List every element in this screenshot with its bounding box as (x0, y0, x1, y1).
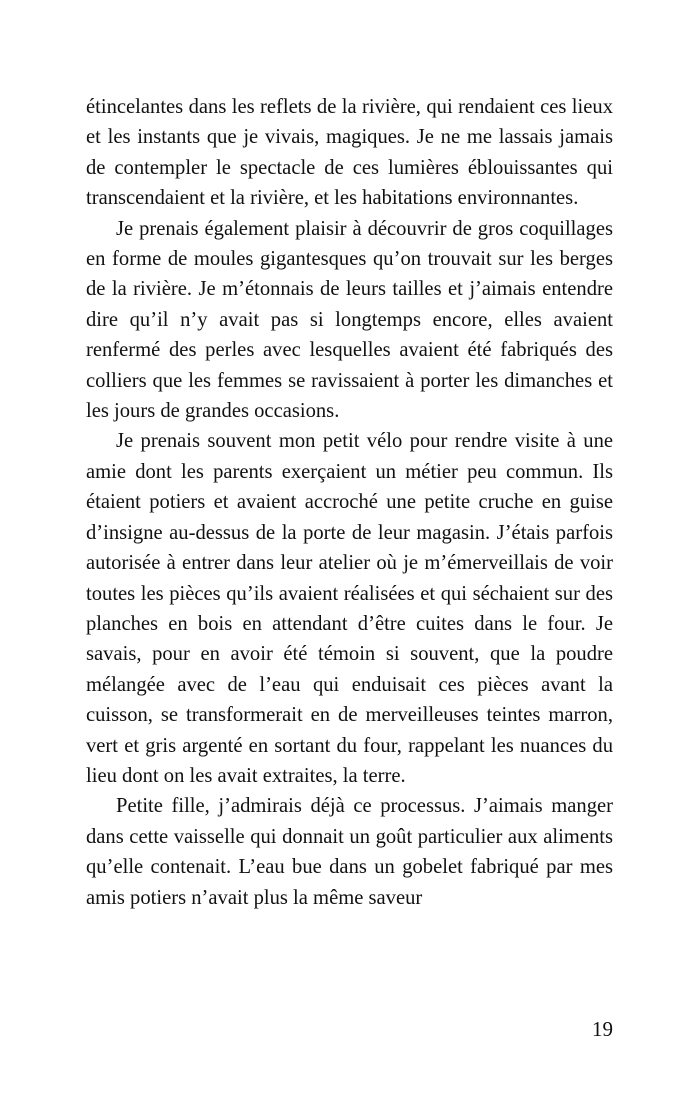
body-text (86, 92, 613, 913)
paragraph-3: Je prenais souvent mon petit vélo pour rendre visite à une amie dont les parents exerçaient un métier peu commun. Ils étaient potiers et avaient accroché une petite cruche en guise d’insigne au-dessus de la porte de leur magasin. J’étais parfois autorisée à entrer dans leur atelier où je m’émerveillais de voir toutes les pièces qu’ils avaient réalisées et qui séchaient sur des planches en bois en attendant d’être cuites dans le four. Je savais, pour en avoir été témoin si souvent, que la poudre mélangée avec de l’eau qui enduisait ces pièces avant la cuisson, se transformerait en de merveilleuses teintes marron, vert et gris argenté en sortant du four, rappelant les nuances du lieu dont on les avait extraites, la terre. (86, 430, 613, 787)
page-number: 19 (592, 1017, 613, 1041)
paragraph-4: Petite fille, j’admirais déjà ce processus. J’aimais manger dans cette vaisselle qui donnait un goût particulier aux aliments qu’elle contenait. L’eau bue dans un gobelet fabriqué par mes amis potiers n’avait plus la même saveur (86, 795, 613, 909)
paragraph-1: étincelantes dans les reflets de la rivière, qui rendaient ces lieux et les instants que je vivais, magiques. Je ne me lassais jamais de contempler le spectacle de ces lumières éblouissantes qui transcendaient et la rivière, et les habitations environnantes. (86, 96, 613, 210)
paragraph-2: Je prenais également plaisir à découvrir de gros coquillages en forme de moules gigantesques qu’on trouvait sur les berges de la rivière. Je m’étonnais de leurs tailles et j’aimais entendre dire qu’il n’y avait pas si longtemps encore, elles avaient renfermé des perles avec lesquelles avaient été fabriqués des colliers que les femmes se ravissaient à porter les dimanches et les jours de grandes occasions. (86, 217, 613, 423)
